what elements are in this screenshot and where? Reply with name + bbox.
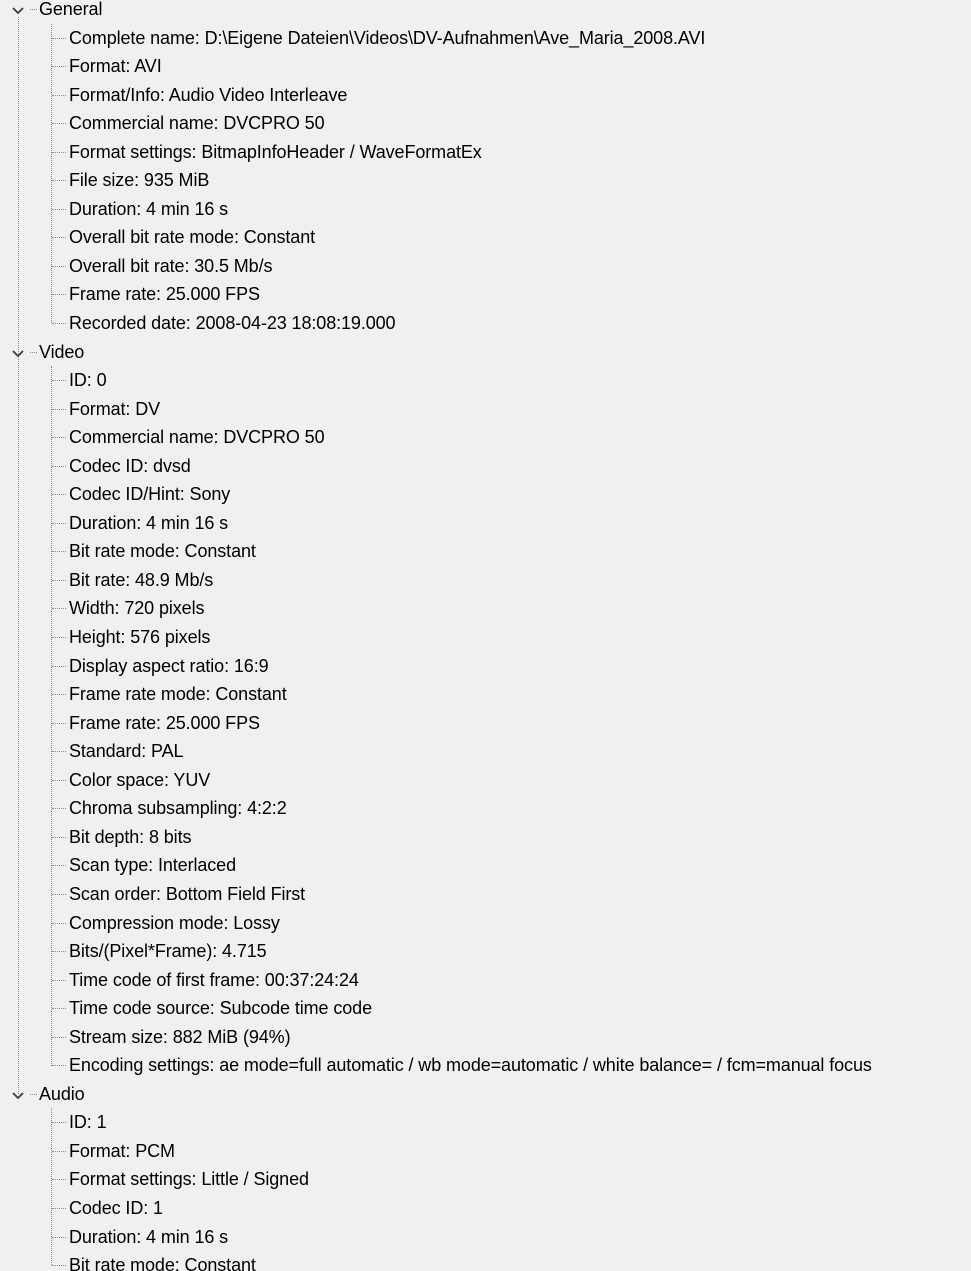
tree-item-label: Codec ID: 1 [69,1197,163,1218]
section-header[interactable] [0,1080,971,1109]
tree-item-label: Bit depth: 8 bits [69,826,192,847]
tree-item-label: Complete name: D:\Eigene Dateien\Videos\DV-Aufnahmen\Ave_Maria_2008.AVI [69,27,706,48]
tree-item[interactable] [0,766,971,795]
tree-item-label: Stream size: 882 MiB (94%) [69,1026,291,1047]
tree-connector [52,1037,66,1038]
tree-connector [52,637,66,638]
tree-item[interactable] [0,480,971,509]
tree-connector [52,980,66,981]
section-header[interactable] [0,0,971,24]
tree-item-label: Standard: PAL [69,741,184,762]
tree-connector [52,894,66,895]
tree-connector [52,237,66,238]
tree-item[interactable] [0,966,971,995]
tree-item[interactable] [0,280,971,309]
tree-connector [52,780,66,781]
tree-item-label: Overall bit rate mode: Constant [69,227,316,248]
tree-item-label: File size: 935 MiB [69,170,210,191]
tree-item-label: Display aspect ratio: 16:9 [69,655,269,676]
tree-item-label: Color space: YUV [69,769,211,790]
tree-item[interactable] [0,1165,971,1194]
tree-item-label: Bit rate: 48.9 Mb/s [69,569,214,590]
tree-item[interactable] [0,452,971,481]
tree-connector [52,608,66,609]
tree-item[interactable] [0,737,971,766]
tree-connector [52,266,66,267]
tree-item-label: Recorded date: 2008-04-23 18:08:19.000 [69,313,396,334]
tree-connector [52,95,66,96]
tree-item[interactable] [0,709,971,738]
section-label: General [39,0,103,19]
tree-item[interactable] [0,1194,971,1223]
tree-item-label: Format/Info: Audio Video Interleave [69,84,348,105]
tree-connector [52,1065,66,1066]
tree-connector [52,1008,66,1009]
tree-item-label: Bits/(Pixel*Frame): 4.715 [69,941,267,962]
tree-item[interactable] [0,823,971,852]
tree-item-label: Height: 576 pixels [69,627,211,648]
tree-item[interactable] [0,52,971,81]
tree-item[interactable] [0,537,971,566]
tree-item[interactable] [0,252,971,281]
tree-item[interactable] [0,1108,971,1137]
tree-item[interactable] [0,851,971,880]
tree-item-label: Time code of first frame: 00:37:24:24 [69,969,359,990]
section-label: Audio [39,1083,85,1104]
tree-item[interactable] [0,880,971,909]
tree-item[interactable] [0,166,971,195]
tree-connector [30,9,37,10]
tree-connector [52,38,66,39]
tree-item[interactable] [0,423,971,452]
tree-item-label: Duration: 4 min 16 s [69,198,229,219]
tree-item[interactable] [0,309,971,338]
tree-section-audio [0,1080,971,1271]
tree-connector [52,437,66,438]
tree-connector [52,694,66,695]
tree-item[interactable] [0,680,971,709]
chevron-down-icon[interactable] [11,338,25,367]
tree-item[interactable] [0,366,971,395]
tree-item[interactable] [0,1051,971,1080]
tree-connector [52,123,66,124]
tree-item[interactable] [0,223,971,252]
tree-connector [52,865,66,866]
section-children [0,366,971,1080]
tree-connector [52,1208,66,1209]
tree-connector [52,551,66,552]
tree-item-label: Format settings: Little / Signed [69,1169,309,1190]
tree-item-label: Format: AVI [69,56,162,77]
tree-connector [52,180,66,181]
tree-connector [52,1265,66,1266]
section-label: Video [39,341,85,362]
tree-item-label: Scan type: Interlaced [69,855,237,876]
tree-connector [52,380,66,381]
tree-item[interactable] [0,909,971,938]
tree-item-label: Duration: 4 min 16 s [69,1226,229,1247]
tree-item[interactable] [0,1137,971,1166]
tree-item[interactable] [0,109,971,138]
tree-connector [52,1122,66,1123]
tree-connector [52,723,66,724]
tree-item-label: Bit rate mode: Constant [69,541,256,562]
tree-item[interactable] [0,1251,971,1271]
tree-item-label: Overall bit rate: 30.5 Mb/s [69,255,273,276]
tree-item[interactable] [0,195,971,224]
chevron-down-icon[interactable] [11,0,25,24]
tree-connector [52,1179,66,1180]
tree-connector [52,152,66,153]
tree-item-label: Format: PCM [69,1140,175,1161]
tree-item-label: Format settings: BitmapInfoHeader / WaveFormatEx [69,141,482,162]
tree-item-label: Width: 720 pixels [69,598,205,619]
tree-item[interactable] [0,566,971,595]
section-children [0,24,971,338]
tree-connector [52,837,66,838]
tree-item-label: Scan order: Bottom Field First [69,883,306,904]
tree-item-label: Commercial name: DVCPRO 50 [69,113,325,134]
tree-item[interactable] [0,794,971,823]
tree-item[interactable] [0,138,971,167]
tree-connector [52,923,66,924]
tree-item[interactable] [0,1223,971,1252]
tree-connector [52,808,66,809]
tree-connector [52,66,66,67]
tree-item[interactable] [0,1023,971,1052]
tree-item[interactable] [0,594,971,623]
section-header[interactable] [0,338,971,367]
tree-item[interactable] [0,24,971,53]
tree-connector [52,1151,66,1152]
tree-item-label: Frame rate mode: Constant [69,684,287,705]
chevron-down-icon[interactable] [11,1080,25,1109]
tree-item-label: ID: 0 [69,370,107,391]
tree-section-video [0,338,971,1080]
tree-item-label: Chroma subsampling: 4:2:2 [69,798,287,819]
tree-item-label: ID: 1 [69,1112,107,1133]
tree-connector [52,580,66,581]
tree-connector [52,294,66,295]
tree-item-label: Encoding settings: ae mode=full automatic / wb mode=automatic / white balance= / fcm=manual focus [69,1055,872,1076]
tree-connector [52,466,66,467]
tree-connector [30,1094,37,1095]
tree-item-label: Format: DV [69,398,161,419]
tree-item[interactable] [0,994,971,1023]
tree-item-label: Duration: 4 min 16 s [69,512,229,533]
section-children [0,1108,971,1271]
tree-item-label: Bit rate mode: Constant [69,1255,256,1271]
tree-section-general [0,0,971,338]
tree-item-label: Frame rate: 25.000 FPS [69,712,260,733]
tree-item-label: Compression mode: Lossy [69,912,280,933]
tree-connector [52,1237,66,1238]
tree-item[interactable] [0,652,971,681]
tree-item[interactable] [0,509,971,538]
tree-connector [30,352,37,353]
tree-item-label: Time code source: Subcode time code [69,998,372,1019]
tree-item[interactable] [0,937,971,966]
tree-connector [52,951,66,952]
tree-connector [52,409,66,410]
tree-item-label: Frame rate: 25.000 FPS [69,284,260,305]
tree-item-label: Codec ID: dvsd [69,455,191,476]
tree-connector [52,209,66,210]
tree-connector [52,323,66,324]
tree-connector [52,751,66,752]
tree-connector [52,523,66,524]
tree-connector [52,494,66,495]
tree-item[interactable] [0,81,971,110]
tree-item[interactable] [0,395,971,424]
tree-item[interactable] [0,623,971,652]
tree-connector [52,666,66,667]
tree-item-label: Codec ID/Hint: Sony [69,484,231,505]
tree-item-label: Commercial name: DVCPRO 50 [69,427,325,448]
